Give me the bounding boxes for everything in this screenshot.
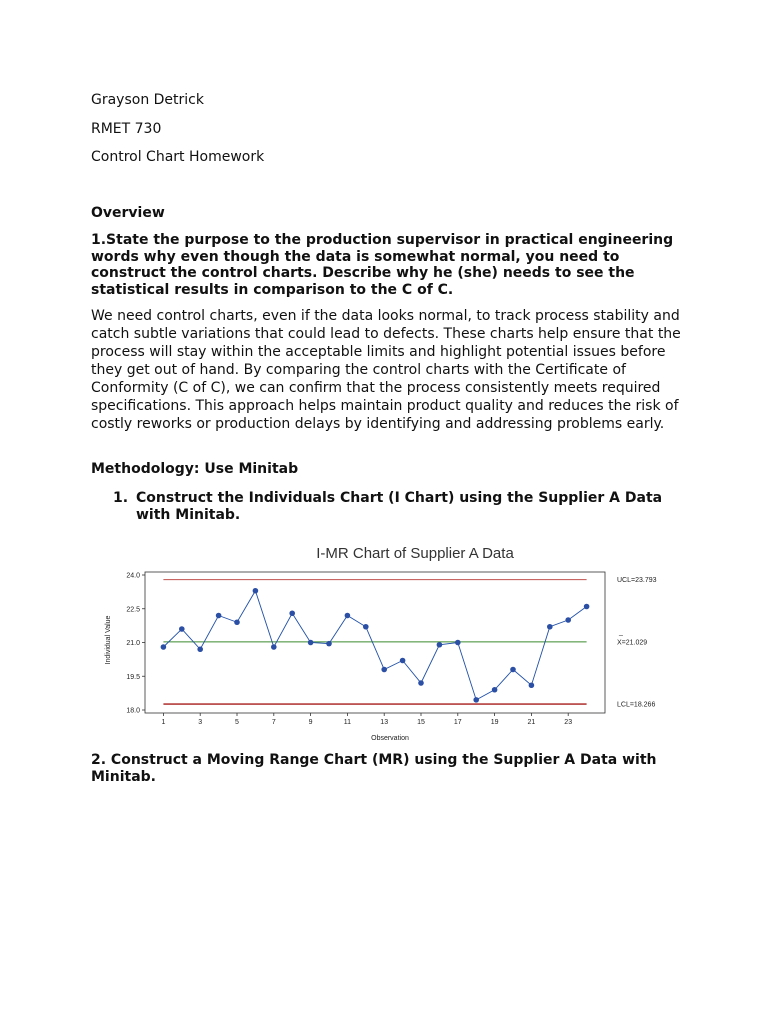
chart-title: I-MR Chart of Supplier A Data: [316, 545, 514, 562]
data-point: [326, 641, 332, 647]
data-point: [216, 613, 222, 619]
series-line: [163, 591, 586, 700]
author-name: Grayson Detrick: [91, 92, 204, 108]
center-bar-mark: _: [619, 628, 623, 636]
data-point: [437, 642, 443, 648]
data-point: [271, 644, 277, 650]
i-chart: [100, 540, 680, 745]
methodology-heading: Methodology: Use Minitab: [91, 461, 299, 477]
y-tick-label: 24.0: [126, 572, 140, 580]
x-tick-label: 15: [417, 719, 425, 726]
center-label: X=21.029: [617, 639, 648, 647]
data-point: [161, 644, 167, 650]
question-1: 1.State the purpose to the production supervisor in practical engineering words why even though the data is somewhat normal, you need to construct the control charts. Describe why he (she) needs to see the statistical results in comparison to the C of C.: [91, 232, 674, 298]
data-point: [418, 680, 424, 686]
answer-1-paragraph: We need control charts, even if the data looks normal, to track process stability and catch subtle variations that could lead to defects. These charts help ensure that the process will stay within the acceptable limits and highlight potential issues before they get out of hand. By comparing the control charts with the Certificate of Conformity (C of C), we can confirm that the process consistently meets required specifications. This approach helps maintain product quality and reduces the risk of costly reworks or production delays by identifying and addressing problems early.: [91, 308, 681, 432]
data-point: [473, 697, 479, 703]
y-tick-label: 22.5: [126, 606, 140, 614]
i-chart-svg: [100, 540, 680, 745]
data-point: [529, 682, 535, 688]
data-point: [253, 588, 259, 594]
y-tick-label: 21.0: [126, 640, 140, 647]
step-1-number: 1.: [113, 490, 129, 506]
data-point: [179, 626, 185, 632]
step-1-text: Construct the Individuals Chart (I Chart) using the Supplier A Data with Minitab.: [136, 490, 663, 523]
overview-heading: Overview: [91, 205, 165, 221]
x-tick-label: 19: [490, 719, 499, 726]
data-point: [584, 604, 590, 610]
data-point: [492, 687, 498, 693]
data-point: [363, 624, 369, 630]
y-tick-label: 19.5: [126, 673, 140, 681]
x-tick-label: 3: [198, 719, 203, 726]
assignment-title: Control Chart Homework: [91, 149, 265, 165]
data-point: [510, 667, 516, 673]
y-axis-label: Individual Value: [105, 615, 112, 665]
x-tick-label: 21: [527, 719, 536, 726]
data-point: [547, 624, 553, 630]
x-axis-label: Observation: [371, 735, 409, 742]
data-point: [400, 658, 406, 664]
lcl-label: LCL=18.266: [617, 701, 656, 709]
data-point: [197, 646, 203, 652]
x-tick-label: 17: [453, 719, 462, 726]
question-2: 2. Construct a Moving Range Chart (MR) using the Supplier A Data with Minitab.: [91, 752, 657, 785]
x-tick-label: 1: [161, 719, 166, 726]
data-point: [455, 640, 461, 646]
data-point: [289, 610, 295, 616]
data-point: [345, 613, 351, 619]
x-tick-label: 13: [380, 719, 389, 726]
plot-frame: [145, 572, 605, 713]
x-tick-label: 5: [235, 719, 239, 726]
data-point: [234, 619, 240, 625]
x-tick-label: 23: [564, 719, 573, 726]
ucl-label: UCL=23.793: [617, 577, 657, 585]
plot-area: [126, 572, 656, 726]
data-point: [381, 667, 387, 673]
data-point: [308, 640, 314, 646]
y-tick-label: 18.0: [126, 707, 140, 715]
x-tick-label: 7: [271, 719, 276, 726]
x-tick-label: 9: [308, 719, 313, 726]
data-point: [565, 617, 571, 623]
course-code: RMET 730: [91, 121, 162, 137]
x-tick-label: 11: [343, 719, 352, 726]
